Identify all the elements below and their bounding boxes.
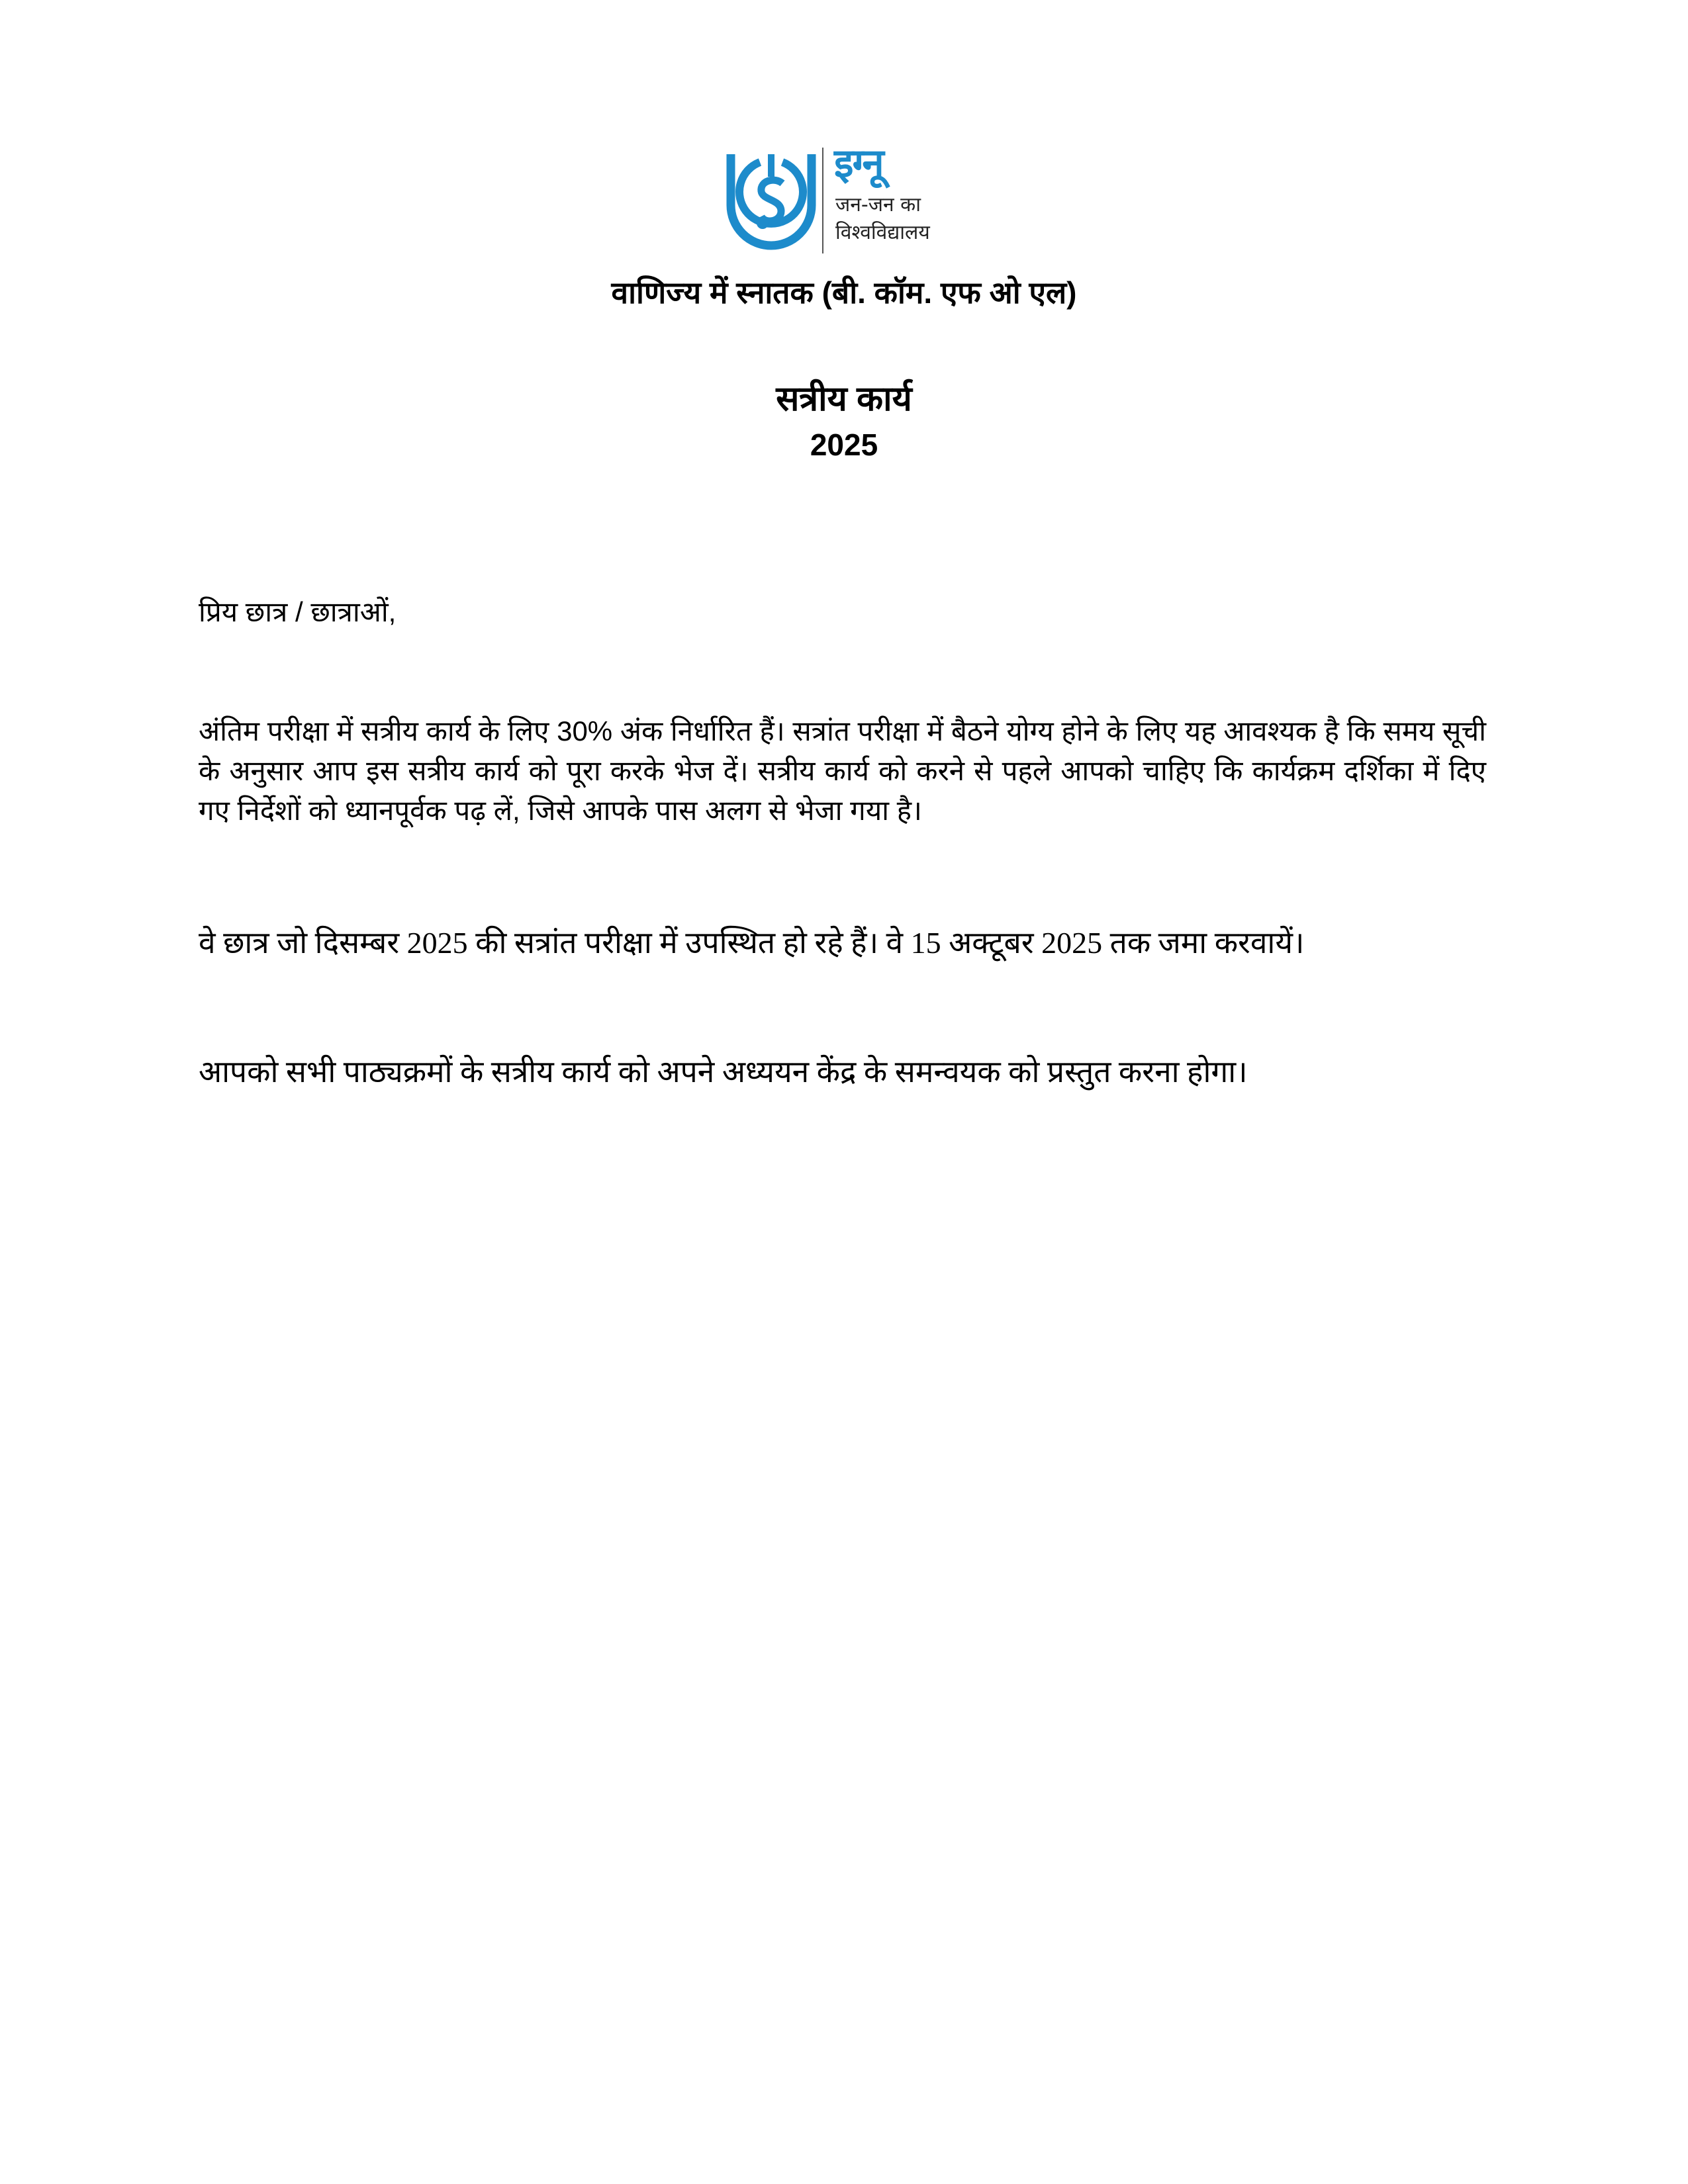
document-title: सत्रीय कार्य [776, 380, 912, 418]
ignou-logo [722, 142, 960, 255]
salutation: प्रिय छात्र / छात्राओं, [199, 596, 397, 627]
paragraph-submission-deadline: वे छात्र जो दिसम्बर 2025 की सत्रांत परीक्षा में उपस्थित हो रहे हैं। वे 15 अक्टूबर 2025 तक जमा करवायें। [199, 926, 1305, 960]
logo-wordmark: इग्नू [834, 140, 883, 187]
programme-title: वाणिज्य में स्नातक (बी. कॉम. एफ ओ एल) [611, 275, 1077, 310]
logo-divider [822, 148, 823, 253]
paragraph-submission-location: आपको सभी पाठ्यक्रमों के सत्रीय कार्य को अपने अध्ययन केंद्र के समन्वयक को प्रस्तुत करना होगा। [199, 1055, 1248, 1089]
paragraph-instructions: अंतिम परीक्षा में सत्रीय कार्य के लिए 30% अंक निर्धारित हैं। सत्रांत परीक्षा में बैठने योग्य होने के लिए यह आवश्यक है कि समय सूची के अनुसार आप इस सत्रीय कार्य को पूरा करके भेज दें। सत्रीय कार्य को करने से पहले आपको चाहिए कि कार्यक्रम दर्शिका में दिए गए निर्देशों को ध्यानपूर्वक पढ़ लें, जिसे आपके पास अलग से भेजा गया है। [199, 715, 1486, 826]
document-year: 2025 [810, 428, 878, 462]
logo-tagline-line1: जन-जन का [835, 193, 921, 216]
logo-tagline-line2: विश्वविद्यालय [835, 221, 930, 244]
ignou-emblem-icon [722, 142, 821, 255]
